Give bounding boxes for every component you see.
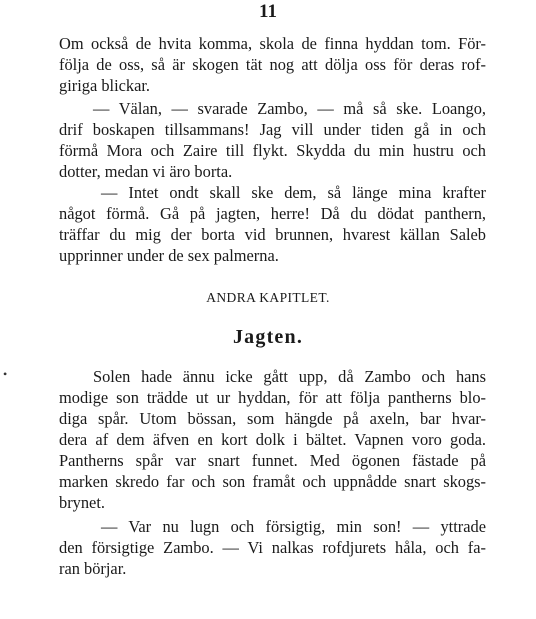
text-line: dotter, medan vi äro borta. — [59, 162, 233, 181]
text-line: Pantherns spår var snart funnet. Med ögonen fästade på — [59, 451, 486, 470]
text-line: något förmå. Gå på jagten, herre! Då du dödat panthern, — [59, 204, 486, 223]
text-line: marken skredo far och son framåt och uppnådde snart skogs- — [59, 472, 486, 491]
text-line: diga spår. Utom bössan, som hängde på axeln, bar hvar- — [59, 409, 486, 428]
text-line: dera af dem äfven en kort dolk i bältet. Vapnen voro goda. — [59, 430, 486, 449]
chapter-title: Jagten. — [232, 326, 304, 348]
text-line: giriga blickar. — [59, 76, 151, 95]
text-line: drif boskapen tillsammans! Jag vill under tiden gå in och — [59, 120, 486, 139]
text-line: förmå Mora och Zaire till flykt. Skydda du min hustru och — [59, 141, 486, 160]
page-number: 11 — [259, 1, 277, 22]
margin-mark: • — [3, 367, 8, 381]
text-line: Om också de hvita komma, skola de finna hyddan tom. För- — [59, 34, 486, 53]
text-line: Solen hade ännu icke gått upp, då Zambo och hans — [93, 367, 486, 386]
text-line: ran börjar. — [59, 559, 127, 578]
text-line: brynet. — [59, 493, 105, 512]
text-line: — Välan, — svarade Zambo, — må så ske. Loango, — [93, 99, 486, 118]
text-line: upprinner under de sex palmerna. — [59, 246, 279, 265]
text-line: modige son trädde ut ur hyddan, för att följa pantherns blo- — [59, 388, 486, 407]
text-line: — Var nu lugn och försigtig, min son! — yttrade — [101, 517, 486, 536]
text-line: följa de oss, så är skogen tät nog att dölja oss för deras rof- — [59, 55, 486, 74]
text-line: — Intet ondt skall ske dem, så länge mina krafter — [101, 183, 486, 202]
text-line: den försigtige Zambo. — Vi nalkas rofdjurets håla, och fa- — [59, 538, 486, 557]
chapter-heading: ANDRA KAPITLET. — [206, 290, 330, 305]
text-line: träffar du mig der borta vid brunnen, hvarest källan Saleb — [59, 225, 486, 244]
